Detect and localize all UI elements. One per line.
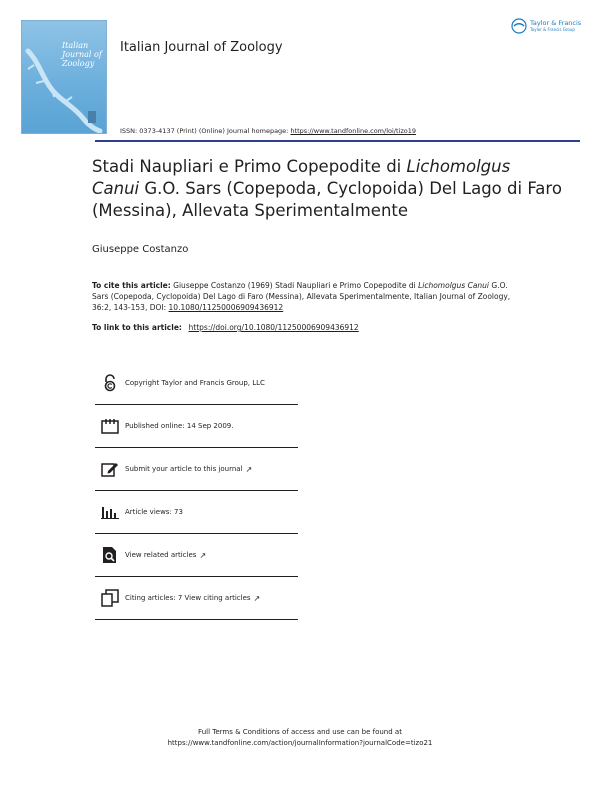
- article-author: Giuseppe Costanzo: [92, 244, 189, 255]
- citing-articles-link[interactable]: Citing articles: 7 View citing articles: [125, 594, 251, 602]
- journal-cover-image: [21, 20, 107, 134]
- header-divider: [95, 140, 580, 142]
- footer-terms-link[interactable]: https://www.tandfonline.com/action/journalInformation?journalCode=tizo21: [167, 739, 433, 747]
- copyright-lock-icon: [101, 374, 119, 392]
- related-articles-link[interactable]: View related articles: [125, 551, 197, 559]
- cover-title: Italian Journal of Zoology: [62, 41, 102, 68]
- link-label: To link to this article:: [92, 323, 185, 332]
- copyright-text: Copyright Taylor and Francis Group, LLC: [125, 379, 265, 387]
- published-date-text: Published online: 14 Sep 2009.: [125, 422, 234, 430]
- journal-name: Italian Journal of Zoology: [120, 40, 283, 55]
- footer: [0, 727, 600, 749]
- external-link-icon: ↗: [199, 550, 207, 560]
- issn-text: ISSN: 0373-4137 (Print) (Online) Journal homepage:: [120, 127, 291, 135]
- article-link-line: [92, 323, 359, 332]
- published-date-row: [95, 405, 298, 448]
- calendar-icon: [101, 417, 119, 435]
- article-title: Stadi Naupliari e Primo Copepodite di Lichomolgus Canui G.O. Sars (Copepoda, Cyclopoida) Del Lago di Faro (Messina), Allevata Sperimentalmente: [92, 157, 562, 220]
- bar-chart-icon: [101, 503, 119, 521]
- article-info-list: [95, 362, 298, 620]
- search-document-icon: [101, 546, 119, 564]
- article-views-row: [95, 491, 298, 534]
- article-doi-url-link[interactable]: https://doi.org/10.1080/11250006909436912: [188, 323, 359, 332]
- citing-articles-icon: [101, 589, 119, 607]
- doi-link[interactable]: 10.1080/11250006909436912: [168, 303, 284, 312]
- footer-terms-text: Full Terms & Conditions of access and use can be found at: [198, 728, 402, 736]
- publisher-logo-icon: [511, 18, 527, 34]
- citation-block: To cite this article: Giuseppe Costanzo (1969) Stadi Naupliari e Primo Copepodite di Lichomolgus Canui G.O. Sars (Copepoda, Cyclopoida) Del Lago di Faro (Messina), Allevata Sperimentalmente, Italian Journal of Zoology, 36:2, 143-153, DOI: 10.1080/11250006909436912: [92, 281, 511, 312]
- external-link-icon: ↗: [245, 464, 253, 474]
- publisher-logo[interactable]: [510, 17, 585, 37]
- lizard-illustration: [22, 21, 106, 133]
- journal-homepage-link[interactable]: https://www.tandfonline.com/loi/tizo19: [290, 127, 416, 135]
- external-link-icon: ↗: [253, 593, 261, 603]
- article-views-text: Article views: 73: [125, 508, 183, 516]
- publisher-logo-subtitle: Taylor & Francis Group: [530, 27, 575, 32]
- submit-article-link[interactable]: Submit your article to this journal: [125, 465, 243, 473]
- copyright-row: [95, 362, 298, 405]
- citation-label: To cite this article:: [92, 281, 171, 290]
- citing-articles-row[interactable]: [95, 577, 298, 620]
- edit-submit-icon: [101, 460, 119, 478]
- submit-article-row[interactable]: [95, 448, 298, 491]
- related-articles-row[interactable]: [95, 534, 298, 577]
- publisher-logo-name: Taylor & Francis: [530, 19, 582, 27]
- issn-line: [120, 127, 416, 135]
